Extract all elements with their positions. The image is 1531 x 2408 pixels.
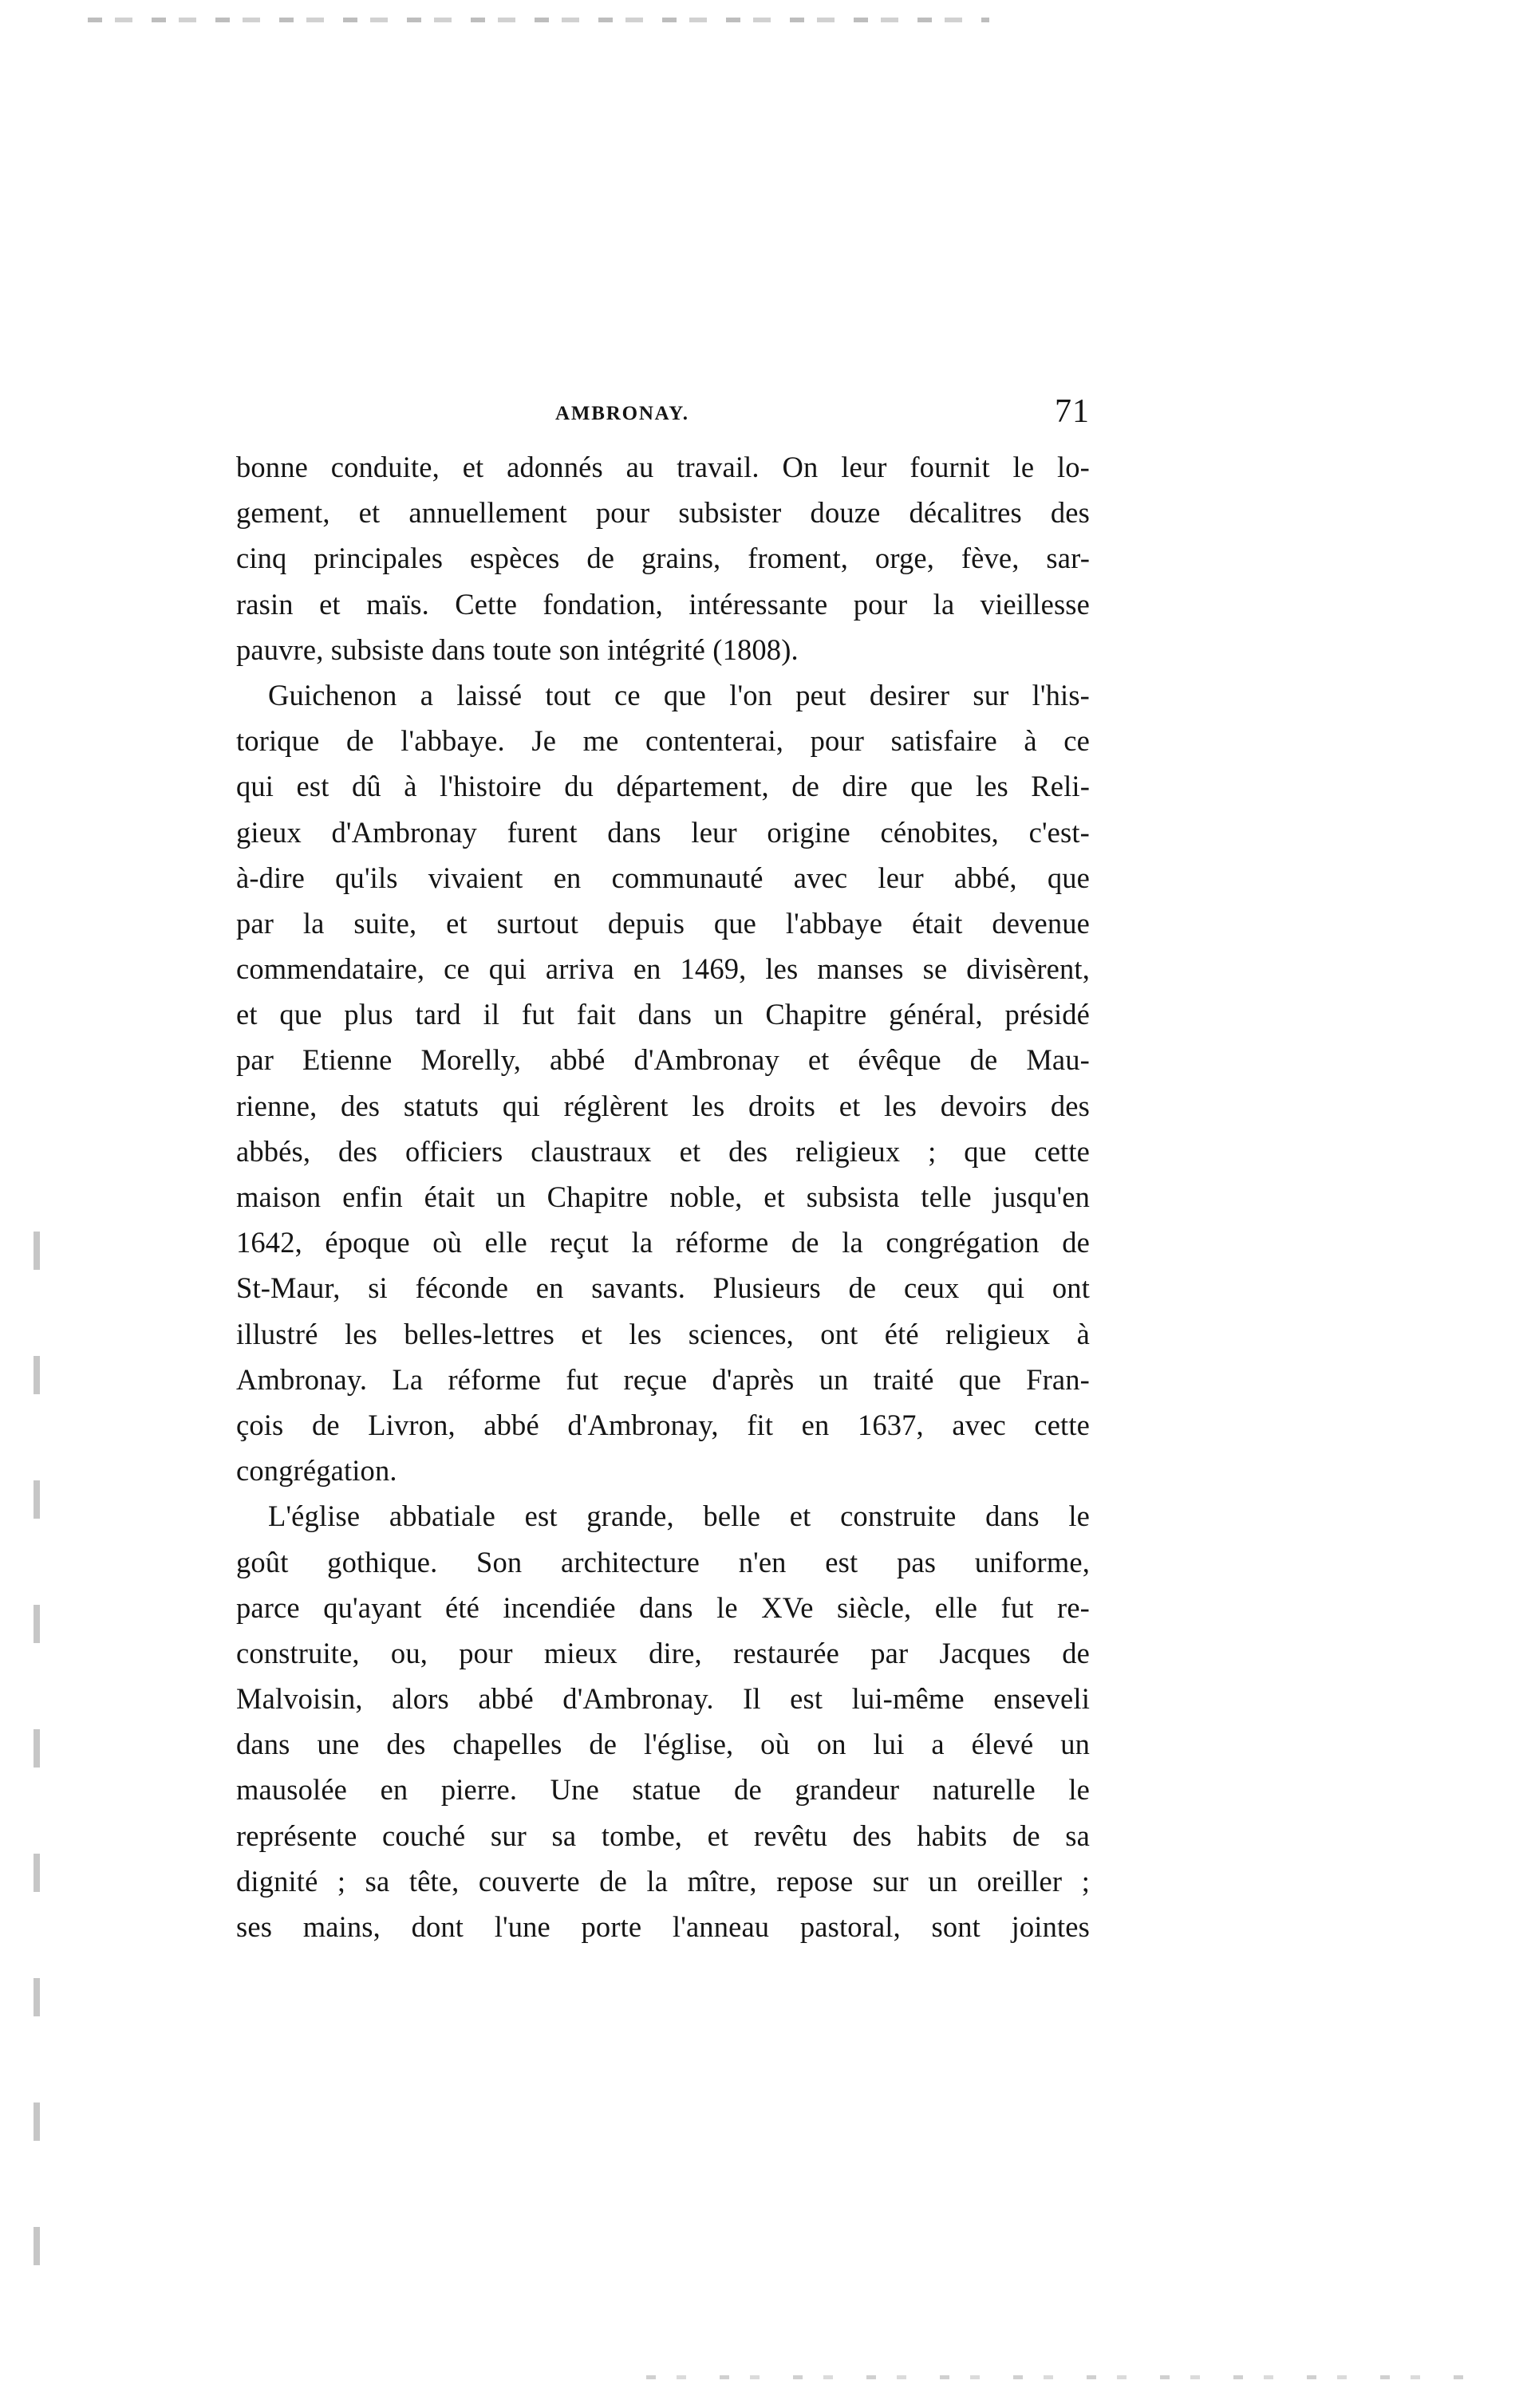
text-line-27: construite, ou, pour mieux dire, restaurée par Jacques de: [236, 1636, 1090, 1669]
text-line-20: illustré les belles-lettres et les sciences, ont été religieux à: [236, 1317, 1090, 1350]
text-line-8: qui est dû à l'histoire du département, de dire que les Reli-: [236, 770, 1090, 803]
text-line-17: maison enfin était un Chapitre noble, et subsista telle jusqu'en: [236, 1180, 1090, 1213]
text-line-12: commendataire, ce qui arriva en 1469, les manses se divisèrent,: [236, 952, 1090, 986]
text-line-31: représente couché sur sa tombe, et revêtu des habits de sa: [236, 1819, 1090, 1852]
text-line-3: cinq principales espèces de grains, froment, orge, fève, sar-: [236, 542, 1090, 575]
text-line-18: 1642, époque où elle reçut la réforme de la congrégation de: [236, 1226, 1090, 1259]
text-line-9: gieux d'Ambronay furent dans leur origine cénobites, c'est-: [236, 815, 1090, 849]
text-line-5: pauvre, subsiste dans toute son intégrité (1808).: [236, 633, 799, 666]
text-line-25: goût gothique. Son architecture n'en est pas uniforme,: [236, 1545, 1090, 1578]
scan-bottom-edge-marks: [646, 2375, 1484, 2379]
text-line-1: bonne conduite, et adonnés au travail. On leur fournit le lo-: [236, 451, 1090, 483]
body-text: [236, 444, 1090, 1949]
text-line-16: abbés, des officiers claustraux et des religieux ; que cette: [236, 1134, 1090, 1168]
text-line-33: ses mains, dont l'une porte l'anneau pastoral, sont jointes: [236, 1910, 1090, 1943]
text-line-10: à-dire qu'ils vivaient en communauté avec leur abbé, que: [236, 861, 1090, 894]
text-line-14: par Etienne Morelly, abbé d'Ambronay et évêque de Mau-: [236, 1043, 1090, 1077]
running-header: [236, 392, 1090, 440]
text-line-11: par la suite, et surtout depuis que l'abbaye était devenue: [236, 906, 1090, 940]
left-margin-scan-marks: [34, 1196, 40, 2313]
scan-top-edge-marks: [88, 18, 989, 22]
text-line-26: parce qu'ayant été incendiée dans le XVe siècle, elle fut re-: [236, 1590, 1090, 1624]
text-line-28: Malvoisin, alors abbé d'Ambronay. Il est lui-même enseveli: [236, 1682, 1090, 1716]
text-line-15: rienne, des statuts qui réglèrent les droits et les devoirs des: [236, 1089, 1090, 1122]
text-line-23: congrégation.: [236, 1454, 397, 1488]
text-line-24: L'église abbatiale est grande, belle et construite dans le: [268, 1500, 1090, 1533]
text-line-32: dignité ; sa tête, couverte de la mître, repose sur un oreiller ;: [236, 1864, 1090, 1898]
text-line-22: çois de Livron, abbé d'Ambronay, fit en 1637, avec cette: [236, 1408, 1090, 1441]
text-line-2: gement, et annuellement pour subsister douze décalitres des: [236, 496, 1090, 530]
running-title: AMBRONAY.: [555, 403, 689, 424]
text-line-21: Ambronay. La réforme fut reçue d'après un traité que Fran-: [236, 1362, 1090, 1396]
text-line-4: rasin et maïs. Cette fondation, intéressante pour la vieillesse: [236, 587, 1090, 621]
page-number: 71: [1055, 393, 1090, 430]
text-line-13: et que plus tard il fut fait dans un Chapitre général, présidé: [236, 998, 1090, 1031]
text-line-30: mausolée en pierre. Une statue de grandeur naturelle le: [236, 1773, 1090, 1807]
text-line-7: torique de l'abbaye. Je me contenterai, pour satisfaire à ce: [236, 724, 1090, 758]
text-line-6: Guichenon a laissé tout ce que l'on peut desirer sur l'his-: [268, 678, 1090, 711]
text-line-19: St-Maur, si féconde en savants. Plusieurs de ceux qui ont: [236, 1271, 1090, 1305]
text-line-29: dans une des chapelles de l'église, où on lui a élevé un: [236, 1728, 1090, 1761]
